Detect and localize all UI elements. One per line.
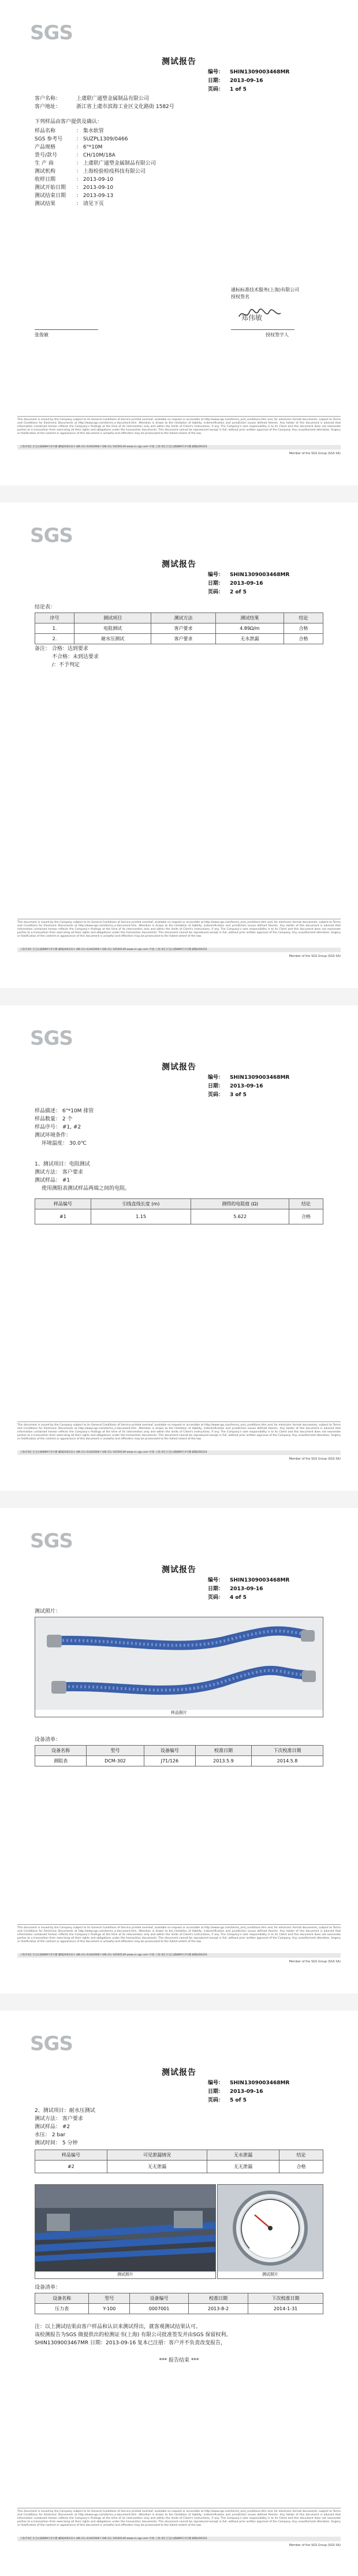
sgs-logo bbox=[30, 524, 76, 545]
summary-table bbox=[35, 613, 323, 644]
member-note: Member of the SGS Group (SGS SA) bbox=[289, 955, 341, 958]
summary-notes: 备注： 合格：达到要求 不合格：未到达要求 /：不予判定 bbox=[35, 646, 99, 668]
resistance-test: 1、测试项目：电阻测试 测试方法： 客户要求 测试样品： #1 使用测阻表测试样品两端之间的电阻。 bbox=[35, 1161, 130, 1192]
equipment-heading: 设备清单： bbox=[35, 2285, 61, 2291]
report-meta: 编号： SHIN1309003468MR 日期： 2013-09-16 页码： 1 of 5 bbox=[208, 69, 290, 92]
footer-divider bbox=[17, 416, 341, 417]
member-note: Member of the SGS Group (SGS SA) bbox=[289, 452, 341, 455]
end-notes: 注：以上测试结果由客户样品和认识来测试得出，就客观测试结果认可。 该检测报告为SGS 做提供出的检测证书(上海) 有限公司批准签发并由SGS 保留权利。 SHIN1309003467MR 日期：2013-09-16 复本已注册：客户并不负责改变报告， bbox=[35, 2324, 232, 2346]
member-note: Member of the SGS Group (SGS SA) bbox=[289, 1960, 341, 1963]
sgs-logo bbox=[30, 1529, 76, 1551]
report-meta: 编号： SHIN1309003468MR 日期： 2013-09-16 页码： 5 of 5 bbox=[208, 2080, 290, 2103]
report-page-3 bbox=[0, 1005, 358, 1491]
footer-divider bbox=[17, 1421, 341, 1422]
signer-title: 授权签字人 bbox=[266, 332, 289, 337]
photo-caption: 样品照片 bbox=[35, 1710, 323, 1717]
svg-text:SGS: SGS bbox=[30, 21, 73, 43]
equipment-table bbox=[35, 2293, 323, 2314]
footer-address-strip: 上海市徐汇区宜山路889号3号楼 邮编200233 t (86-21) 61402666 f (86-21) 54500149 www.cn.sgs.com 中国·上海·徐汇区宜山路889号3号楼 邮编200233 bbox=[17, 1450, 341, 1455]
report-page-2 bbox=[0, 503, 358, 988]
signer-name: 张俊敏 bbox=[35, 332, 49, 337]
table-row: #2 无无泄漏 无无泄漏 合格 bbox=[35, 2161, 323, 2173]
footer-terms: This document is issued by the Company subject to its General Conditions of Service printed overleaf, available on request or accessible at http://www.sgs.com/terms_and_conditions.htm and, for electronic format documents, subject to Terms and Conditions for Electronic Documents at http://www.sgs.com/terms_e-document.htm. Attention is drawn to the limitation of liability, indemnification and jurisdiction issues defined therein. Any holder of this document is advised that information contained hereon reflects the Company's findings at the time of its intervention only and within the limits of Client's instructions, if any. The Company's sole responsibility is to its Client and this document does not exonerate parties to a transaction from exercising all their rights and obligations under the transaction documents. This document cannot be reproduced except in full, without prior written approval of the Company. Any unauthorized alteration, forgery or falsification of the content or appearance of this document is unlawful and offenders may be prosecuted to the fullest extent of the law. bbox=[17, 921, 341, 938]
photo-caption: 测试照片 bbox=[35, 2271, 216, 2279]
svg-text:SGS: SGS bbox=[30, 524, 73, 545]
client-info: 客户名称： 上虞联广通塑金属制品有限公司 客户地址： 浙江省上虞市滨海工业区文化路街 1582号 bbox=[35, 96, 174, 110]
equipment-table bbox=[35, 1745, 323, 1766]
table-row: 1. 电阻测试 客户要求 4.89Ω/m 合格 bbox=[35, 623, 323, 634]
footer-terms: This document is issued by the Company subject to its General Conditions of Service printed overleaf, available on request or accessible at http://www.sgs.com/terms_and_conditions.htm and, for electronic format documents, subject to Terms and Conditions for Electronic Documents at http://www.sgs.com/terms_e-document.htm. Attention is drawn to the limitation of liability, indemnification and jurisdiction issues defined therein. Any holder of this document is advised that information contained hereon reflects the Company's findings at the time of its intervention only and within the limits of Client's instructions, if any. The Company's sole responsibility is to its Client and this document does not exonerate parties to a transaction from exercising all their rights and obligations under the transaction documents. This document cannot be reproduced except in full, without prior written approval of the Company. Any unauthorized alteration, forgery or falsification of the content or appearance of this document is unlawful and offenders may be prosecuted to the fullest extent of the law. bbox=[17, 1927, 341, 1943]
sample-fields: 下列样品由客户提供及确认： 样品名称 ： 集水软管 SGS 参考号 ： SUZPL1309/0466 产品规格 ： 6"*10M 货号/款号 ： CH/10M/18A 生 产 商 ： 上虞联广通塑金属制品有限公司 测试机构 ： 上海检验检疫科技有限公司 收样日期 ： 2013-09-10 测试开始日期 ： 2013-09-10 测试结束日期 ： 2013-09-13 测试结果 ： 请见下页 bbox=[35, 119, 156, 207]
svg-text:SGS: SGS bbox=[30, 2032, 73, 2054]
report-page-1 bbox=[0, 0, 358, 485]
table-header-row: 设备名称 型号 设备编号 校准日期 下次校准日期 bbox=[35, 2293, 323, 2304]
table-row: 测阻表 DCM-302 J71/126 2013.5.9 2014.5.8 bbox=[35, 1756, 323, 1766]
report-page-4 bbox=[0, 1508, 358, 1994]
photo-heading: 测试照片： bbox=[35, 1609, 61, 1614]
table-row: 2. 耐水压测试 客户要求 无水泄漏 合格 bbox=[35, 634, 323, 644]
report-meta: 编号： SHIN1309003468MR 日期： 2013-09-16 页码： 2 of 5 bbox=[208, 572, 290, 595]
sgs-logo bbox=[30, 1026, 76, 1048]
report-meta: 编号： SHIN1309003468MR 日期： 2013-09-16 页码： 3 of 5 bbox=[208, 1075, 290, 1098]
pressure-table bbox=[35, 2150, 323, 2173]
page-title: 测试报告 bbox=[162, 1063, 196, 1072]
end-of-report: *** 报告结束 *** bbox=[159, 2358, 199, 2363]
table-header-row: 序号 测试项目 测试方法 测试结果 结论 bbox=[35, 613, 323, 623]
table-row: #1 1.15 5.622 合格 bbox=[35, 1209, 323, 1224]
report-page-5 bbox=[0, 2011, 358, 2576]
handwritten-signature bbox=[237, 306, 283, 322]
footer-terms: This document is issued by the Company subject to its General Conditions of Service printed overleaf, available on request or accessible at http://www.sgs.com/terms_and_conditions.htm and, for electronic format documents, subject to Terms and Conditions for Electronic Documents at http://www.sgs.com/terms_e-document.htm. Attention is drawn to the limitation of liability, indemnification and jurisdiction issues defined therein. Any holder of this document is advised that information contained hereon reflects the Company's findings at the time of its intervention only and within the limits of Client's instructions, if any. The Company's sole responsibility is to its Client and this document does not exonerate parties to a transaction from exercising all their rights and obligations under the transaction documents. This document cannot be reproduced except in full, without prior written approval of the Company. Any unauthorized alteration, forgery or falsification of the content or appearance of this document is unlawful and offenders may be prosecuted to the fullest extent of the law. bbox=[17, 2510, 341, 2527]
member-note: Member of the SGS Group (SGS SA) bbox=[289, 2544, 341, 2547]
pressure-test: 2、测试项目：耐水压测试 测试方法： 客户要求 测试样品： #2 水压： 2 bar 测试时间： 5 分钟 bbox=[35, 2108, 95, 2146]
svg-text:SGS: SGS bbox=[30, 1530, 73, 1551]
table-header-row: 样品编号 可见泄漏情况 无水泄漏 结论 bbox=[35, 2150, 323, 2161]
member-note: Member of the SGS Group (SGS SA) bbox=[289, 1457, 341, 1461]
page-title: 测试报告 bbox=[162, 57, 196, 66]
footer-terms: This document is issued by the Company subject to its General Conditions of Service printed overleaf, available on request or accessible at http://www.sgs.com/terms_and_conditions.htm and, for electronic format documents, subject to Terms and Conditions for Electronic Documents at http://www.sgs.com/terms_e-document.htm. Attention is drawn to the limitation of liability, indemnification and jurisdiction issues defined therein. Any holder of this document is advised that information contained hereon reflects the Company's findings at the time of its intervention only and within the limits of Client's instructions, if any. The Company's sole responsibility is to its Client and this document does not exonerate parties to a transaction from exercising all their rights and obligations under the transaction documents. This document cannot be reproduced except in full, without prior written approval of the Company. Any unauthorized alteration, forgery or falsification of the content or appearance of this document is unlawful and offenders may be prosecuted to the fullest extent of the law. bbox=[17, 1424, 341, 1441]
equipment-heading: 设备清单： bbox=[35, 1737, 61, 1743]
page-title: 测试报告 bbox=[162, 1565, 196, 1575]
test-setup-photo bbox=[35, 2184, 216, 2272]
issuer-block: 通标标准技术服务(上海)有限公司 授权签名 bbox=[231, 287, 300, 299]
table-row: 压力表 Y-100 0007001 2013-8-2 2014-1-31 bbox=[35, 2304, 323, 2314]
page-gap bbox=[0, 1994, 358, 2011]
sgs-logo bbox=[30, 2032, 76, 2054]
page-gap bbox=[0, 485, 358, 503]
footer-divider bbox=[17, 1924, 341, 1925]
table-header-row: 设备名称 型号 设备编号 校准日期 下次校准日期 bbox=[35, 1746, 323, 1756]
signer-line bbox=[35, 329, 98, 330]
sample-description: 样品描述： 6"*10M 排管 样品数量： 2 个 样品序号： #1, #2 测试环境条件： 环境温度： 30.0℃ bbox=[35, 1108, 94, 1146]
footer-terms: This document is issued by the Company subject to its General Conditions of Service printed overleaf, available on request or accessible at http://www.sgs.com/terms_and_conditions.htm and, for electronic format documents, subject to Terms and Conditions for Electronic Documents at http://www.sgs.com/terms_e-document.htm. Attention is drawn to the limitation of liability, indemnification and jurisdiction issues defined therein. Any holder of this document is advised that information contained hereon reflects the Company's findings at the time of its intervention only and within the limits of Client's instructions, if any. The Company's sole responsibility is to its Client and this document does not exonerate parties to a transaction from exercising all their rights and obligations under the transaction documents. This document cannot be reproduced except in full, without prior written approval of the Company. Any unauthorized alteration, forgery or falsification of the content or appearance of this document is unlawful and offenders may be prosecuted to the fullest extent of the law. bbox=[17, 418, 341, 435]
page-title: 测试报告 bbox=[162, 2068, 196, 2077]
page-gap bbox=[0, 1491, 358, 1508]
svg-text:郑伟敏: 郑伟敏 bbox=[241, 314, 263, 322]
footer-address-strip: 上海市徐汇区宜山路889号3号楼 邮编200233 t (86-21) 61402666 f (86-21) 54500149 www.cn.sgs.com 中国·上海·徐汇区宜山路889号3号楼 邮编200233 bbox=[17, 2537, 341, 2541]
sgs-logo bbox=[30, 21, 76, 43]
resistance-table bbox=[35, 1198, 323, 1224]
page-title: 测试报告 bbox=[162, 560, 196, 569]
summary-heading: 结论表： bbox=[35, 604, 56, 610]
svg-text:SGS: SGS bbox=[30, 1027, 73, 1048]
title-line bbox=[231, 329, 294, 330]
footer-address-strip: 上海市徐汇区宜山路889号3号楼 邮编200233 t (86-21) 61402666 f (86-21) 54500149 www.cn.sgs.com 中国·上海·徐汇区宜山路889号3号楼 邮编200233 bbox=[17, 1953, 341, 1958]
sample-photo bbox=[35, 1617, 323, 1710]
report-meta: 编号： SHIN1309003468MR 日期： 2013-09-16 页码： 4 of 5 bbox=[208, 1577, 290, 1601]
page-gap bbox=[0, 988, 358, 1005]
photo-caption: 测试照片 bbox=[217, 2271, 323, 2279]
footer-address-strip: 上海市徐汇区宜山路889号3号楼 邮编200233 t (86-21) 61402666 f (86-21) 54500149 www.cn.sgs.com 中国·上海·徐汇区宜山路889号3号楼 邮编200233 bbox=[17, 948, 341, 952]
footer-address-strip: 上海市徐汇区宜山路889号3号楼 邮编200233 t (86-21) 61402666 f (86-21) 54500149 www.cn.sgs.com 中国·上海·徐汇区宜山路889号3号楼 邮编200233 bbox=[17, 445, 341, 450]
pressure-gauge-photo bbox=[217, 2184, 323, 2272]
table-header-row: 样品编号 引线直线长度 (m) 测得的电阻值 (Ω) 结论 bbox=[35, 1199, 323, 1209]
